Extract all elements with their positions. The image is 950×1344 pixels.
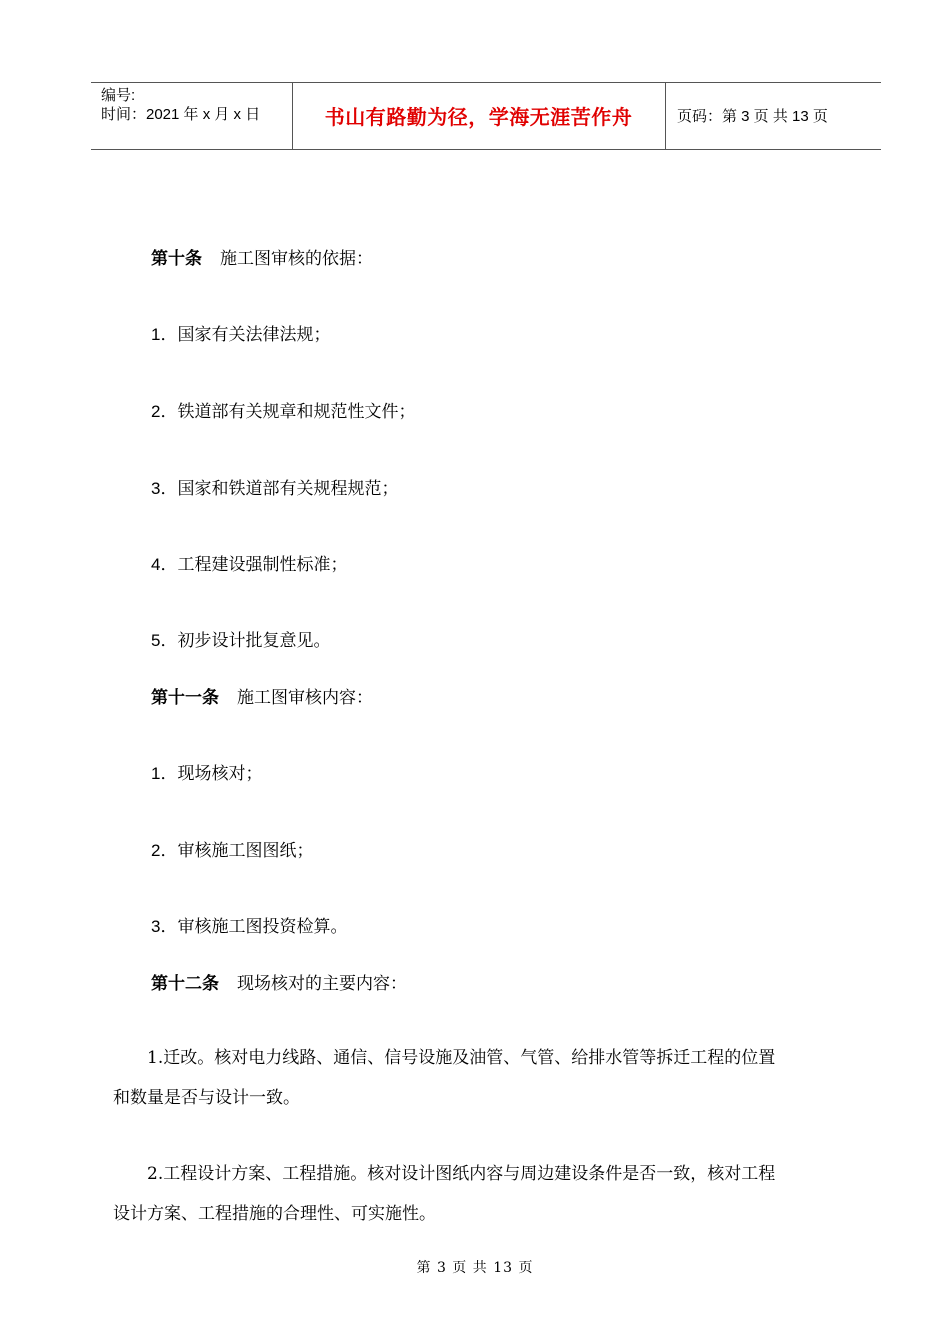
header-top-rule bbox=[91, 82, 881, 83]
list-item: 3．国家和铁道部有关规程规范； bbox=[151, 479, 399, 499]
list-item: 5．初步设计批复意见。 bbox=[151, 631, 331, 651]
list-item: 2．铁道部有关规章和规范性文件； bbox=[151, 402, 416, 422]
paragraph-relocation: 1.迁改。核对电力线路、通信、信号设施及油管、气管、给排水管等拆迁工程的位置 和数量是否与设计一致。 bbox=[113, 1048, 776, 1108]
document-number-label: 编号: bbox=[101, 87, 136, 104]
header-bottom-rule bbox=[91, 149, 881, 150]
list-item: 3．审核施工图投资检算。 bbox=[151, 917, 348, 937]
page-footer: 第 3 页 共 13 页 bbox=[416, 1260, 534, 1276]
article-11-subtitle: 施工图审核内容： bbox=[237, 688, 373, 708]
article-12-title: 第十二条 bbox=[151, 974, 219, 994]
article-11-heading bbox=[151, 687, 373, 709]
paragraph-design-scheme: 2.工程设计方案、工程措施。核对设计图纸内容与周边建设条件是否一致，核对工程 设计方案、工程措施的合理性、可实施性。 bbox=[113, 1164, 776, 1224]
list-item: 4．工程建设强制性标准； bbox=[151, 555, 348, 575]
list-item: 1．现场核对； bbox=[151, 764, 263, 784]
article-10-title: 第十条 bbox=[151, 249, 202, 269]
article-10-heading bbox=[151, 248, 373, 270]
document-time-label: 时间：2021 年 x 月 x 日 bbox=[101, 106, 261, 123]
header-left-cell bbox=[101, 86, 260, 124]
article-12-heading bbox=[151, 973, 407, 995]
article-10-subtitle: 施工图审核的依据： bbox=[220, 249, 373, 269]
article-11-title: 第十一条 bbox=[151, 688, 219, 708]
article-12-subtitle: 现场核对的主要内容： bbox=[237, 974, 407, 994]
header-motto: 书山有路勤为径，学海无涯苦作舟 bbox=[324, 105, 633, 129]
list-item: 1．国家有关法律法规； bbox=[151, 325, 331, 345]
header-page-label: 页码：第 3 页 共 13 页 bbox=[677, 108, 828, 125]
list-item: 2．审核施工图图纸； bbox=[151, 841, 314, 861]
header-divider-right bbox=[665, 82, 666, 149]
